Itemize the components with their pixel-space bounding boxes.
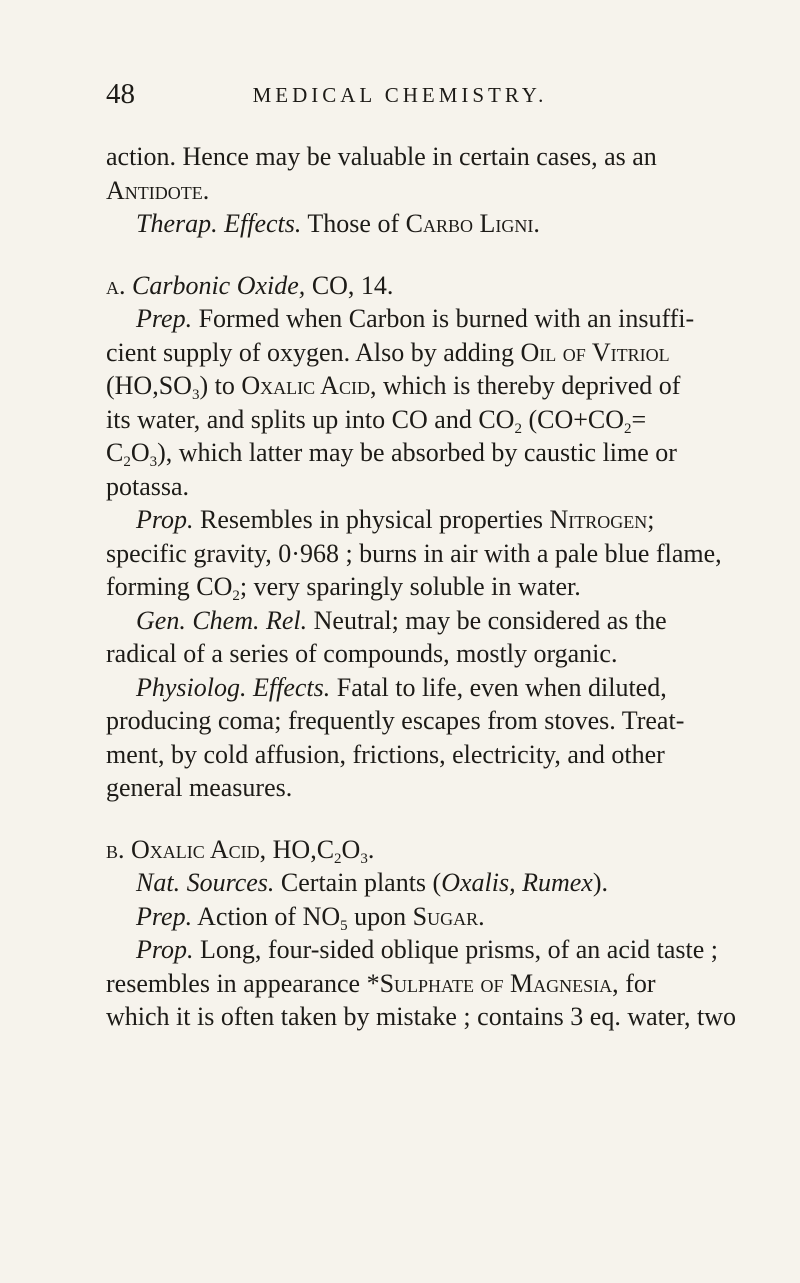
paragraph-physiolog-cont xyxy=(106,704,766,805)
text-line: resembles in appearance *Sulphate of Magnesia, for xyxy=(106,968,656,998)
text-line: Prop. Long, four-sided oblique prisms, of an acid taste ; xyxy=(136,935,718,964)
text-line: a. Carbonic Oxide, CO, 14. xyxy=(106,270,394,300)
section-a-heading xyxy=(106,269,766,303)
paragraph-gen-chem-cont xyxy=(106,637,766,671)
text-line: Physiolog. Effects. Fatal to life, even when diluted, xyxy=(136,672,667,702)
text-line: Prep. Action of $NO_5$ upon Sugar. xyxy=(136,901,485,933)
text-line: Nat. Sources. Certain plants (Oxalis, Rumex). xyxy=(136,868,609,897)
paragraph-antidote xyxy=(106,140,766,207)
text-line: action. Hence may be valuable in certain cases, as an xyxy=(106,142,657,171)
page-body xyxy=(106,140,766,1034)
paragraph-therap-effects xyxy=(106,207,766,241)
paragraph-prop-co xyxy=(106,503,766,537)
text-line: Prep. Formed when Carbon is burned with an insuffi- xyxy=(136,304,695,333)
text-line: potassa. xyxy=(106,471,190,501)
paragraph-prop-oxalic xyxy=(106,933,766,967)
paragraph-prep-co-cont xyxy=(106,336,766,504)
text-line: which it is often taken by mistake ; contains 3 eq. water, two xyxy=(106,1002,737,1031)
text-line: Gen. Chem. Rel. Neutral; may be considered as the xyxy=(136,605,667,635)
text-line: $C_2O_3$), which latter may be absorbed by caustic lime or xyxy=(106,438,677,470)
text-line: its water, and splits up into CO and $CO_2$ ($CO+CO_2=$ xyxy=(106,404,647,437)
text-line: Antidote. xyxy=(106,175,210,205)
paragraph-prep-co xyxy=(106,302,766,336)
text-line: Therap. Effects. Those of Carbo Ligni. xyxy=(136,209,540,238)
paragraph-physiolog xyxy=(106,671,766,705)
running-title: MEDICAL CHEMISTRY. xyxy=(252,83,548,107)
paragraph-nat-sources xyxy=(106,866,766,900)
section-b-heading xyxy=(106,833,766,867)
page-number: 48 xyxy=(106,78,135,110)
paragraph-prop-co-cont xyxy=(106,537,766,604)
text-line: ment, by cold affusion, frictions, electricity, and other xyxy=(106,739,665,769)
paragraph-prop-oxalic-cont xyxy=(106,967,766,1034)
text-line: forming $CO_2$; very sparingly soluble in water. xyxy=(106,572,581,604)
text-line: specific gravity, 0·968 ; burns in air with a pale blue flame, xyxy=(106,538,722,568)
text-line: general measures. xyxy=(106,773,293,802)
text-line: cient supply of oxygen. Also by adding Oil of Vitriol xyxy=(106,337,670,367)
text-line: $(HO,SO_3)$ to Oxalic Acid, which is thereby deprived of xyxy=(106,371,681,403)
paragraph-prep-oxalic xyxy=(106,900,766,934)
text-line: b. Oxalic Acid, $HO,C_2O_3$. xyxy=(106,834,375,866)
text-line: producing coma; frequently escapes from stoves. Treat- xyxy=(106,706,685,735)
text-line: radical of a series of compounds, mostly organic. xyxy=(106,639,618,668)
page-header xyxy=(0,78,800,118)
paragraph-gen-chem xyxy=(106,604,766,638)
text-line: Prop. Resembles in physical properties Nitrogen; xyxy=(136,505,655,534)
